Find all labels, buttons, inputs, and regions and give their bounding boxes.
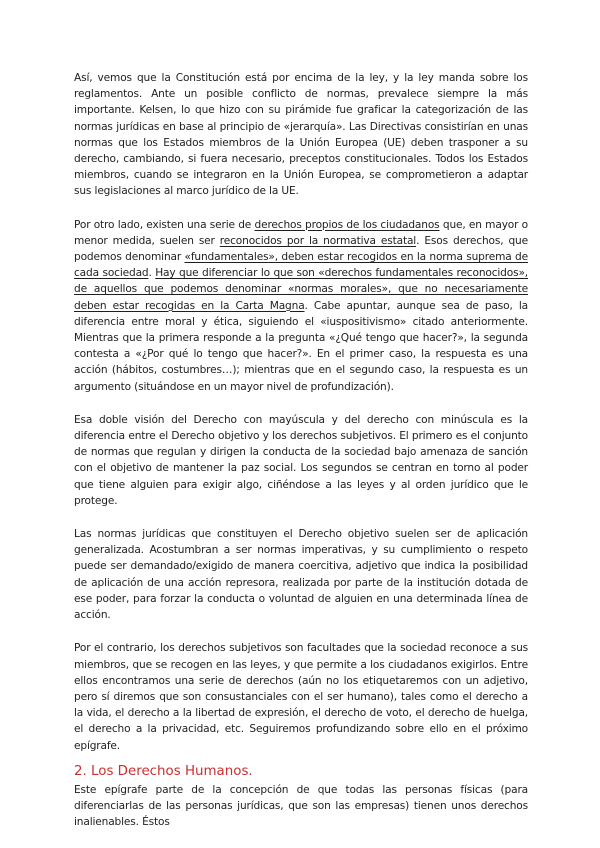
paragraph-derechos-ciudadanos	[74, 217, 528, 395]
paragraph-derechos-humanos: Este epígrafe parte de la concepción de que todas las personas físicas (para diferenciarlas de las personas jurídicas, que son las empresas) tienen unos derechos inalienables. Éstos	[74, 783, 528, 829]
paragraph-derechos-subjetivos: Por el contrario, los derechos subjetivos son facultades que la sociedad reconoce a sus miembros, que se recogen en las leyes, y que permite a los ciudadanos exigirlos. Entre ellos encontramos una serie de derechos (aún no los etiquetaremos con un adjetivo, pero sí diremos que son consustanciales con el ser humano), tales como el derecho a la vida, el derecho a la libertad de expresión, el derecho de voto, el derecho de huelga, el derecho a la privacidad, etc. Seguiremos profundizando sobre ello en el próximo epígrafe.	[74, 642, 528, 752]
text-segment: . Cabe apuntar, aunque sea de paso, la diferencia entre moral y ética, siguiendo el «iuspositivismo» citado anteriormente. Mientras que la primera responde a la pregunta «¿Qué tengo que hacer?», la segunda contesta a «¿Por qué lo tengo que hacer?». En el primer caso, la respuesta es una acción (hábitos, costumbres…); mientras que en el segundo caso, la respuesta es un argumento (situándose en un mayor nivel de profundización).	[74, 299, 528, 393]
underlined-reconocidos: reconocidos por la normativa estatal	[219, 234, 417, 247]
section-heading: 2. Los Derechos Humanos.	[74, 763, 253, 779]
text-segment: Por otro lado, existen una serie de	[74, 218, 255, 231]
underlined-fundamentales: «fundamentales», deben estar recogidos en la norma suprema de cada sociedad	[74, 251, 528, 280]
underlined-derechos-propios: derechos propios de los ciudadanos	[254, 218, 440, 231]
text-segment: .	[148, 267, 156, 280]
text-segment: que, en mayor o menor medida, suelen ser	[74, 218, 529, 247]
document-page	[74, 70, 528, 847]
paragraph-constitucion: Así, vemos que la Constitución está por encima de la ley, y la ley manda sobre los reglamentos. Ante un posible conflicto de normas, prevalece siempre la más importante. Kelsen, lo que hizo con su pirámide fue graficar la categorización de las normas jurídicas en base al principio de «jerarquía». Las Directivas consistirían en unas normas que los Estados miembros de la Unión Europea (UE) deben trasponer a su derecho, cambiando, si fuera necesario, preceptos constitucionales. Todos los Estados miembros, cuando se integraron en la Unión Europea, se comprometieron a adaptar sus legislaciones al marco jurídico de la UE.	[74, 72, 528, 198]
underlined-diferenciar: Hay que diferenciar lo que son «derechos fundamentales reconocidos», de aquellos que podemos denominar «normas morales», que no necesariamente deben estar recogidas en la Carta Magna	[74, 267, 529, 312]
text-segment: . Esos derechos, que podemos denominar	[74, 234, 528, 264]
paragraph-normas-juridicas: Las normas jurídicas que constituyen el Derecho objetivo suelen ser de aplicación generalizada. Acostumbran a ser normas imperativas, y su cumplimiento o respeto puede ser demandado/exigido de manera coercitiva, adjetivo que indica la posibilidad de aplicación de una acción represora, realizada por parte de la institución dotada de ese poder, para forzar la conducta o voluntad de alguien en una determinada línea de acción.	[74, 528, 528, 622]
paragraph-derecho-objetivo-subjetivo: Esa doble visión del Derecho con mayúscula y del derecho con minúscula es la diferencia entre el Derecho objetivo y los derechos subjetivos. El primero es el conjunto de normas que regulan y dirigen la conducta de la sociedad bajo amenaza de sanción con el objetivo de mantener la paz social. Los segundos se centran en torno al poder que tiene alguien para exigir algo, ciñéndose a las leyes y al orden jurídico que le protege.	[74, 413, 528, 507]
